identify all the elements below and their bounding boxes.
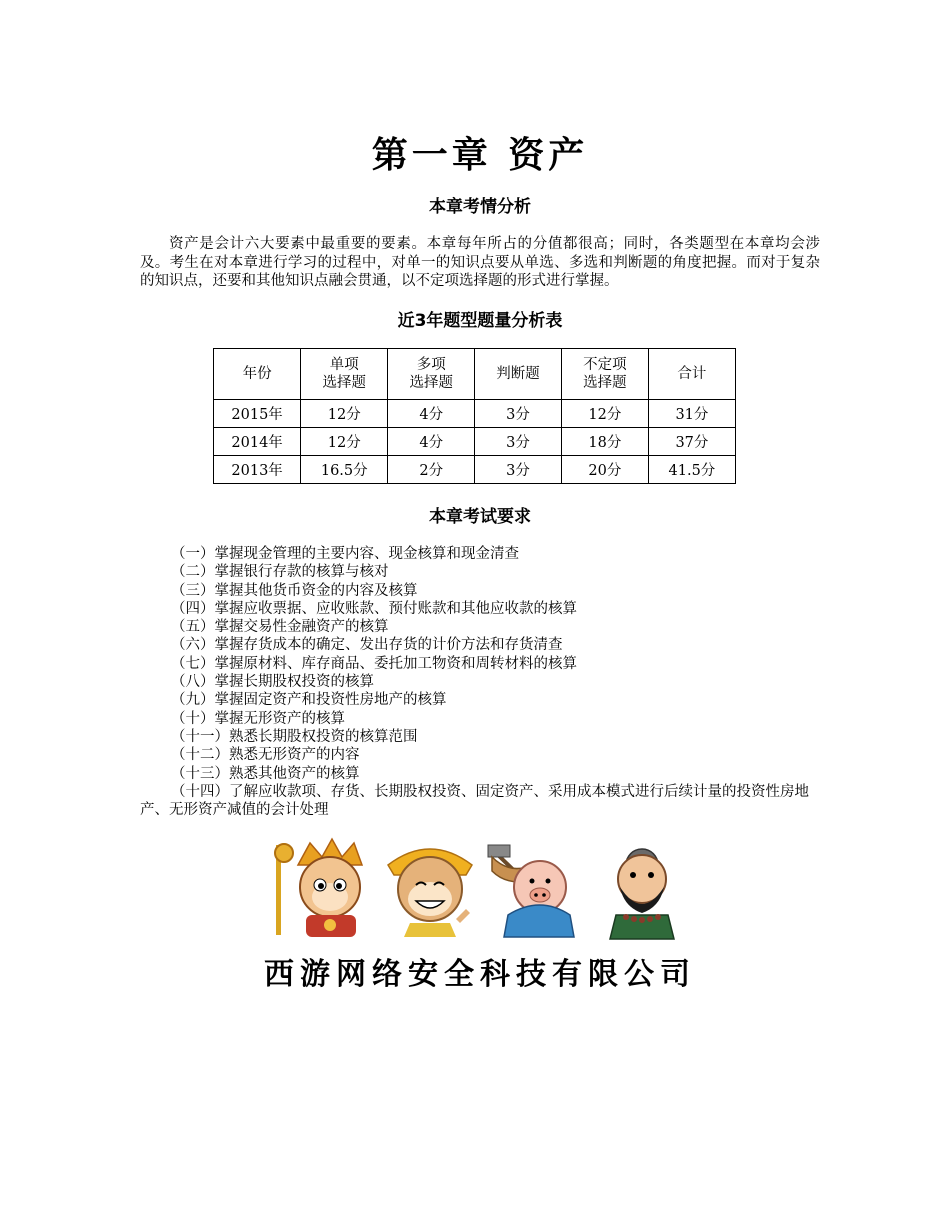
header-total: 合计 [648, 349, 735, 400]
table-cell: 41.5分 [648, 456, 735, 484]
list-item: （三）掌握其他货币资金的内容及核算 [171, 582, 418, 599]
table-cell: 16.5分 [301, 456, 388, 484]
header-indefinite-choice: 不定项 选择题 [561, 349, 648, 400]
table-cell: 2014年 [214, 428, 301, 456]
header-true-false: 判断题 [475, 349, 562, 400]
table-cell: 31分 [648, 400, 735, 428]
header-single-choice: 单项 选择题 [301, 349, 388, 400]
table-cell: 12分 [301, 400, 388, 428]
table-row [214, 456, 736, 484]
chapter-title: 第一章 资产 [371, 134, 589, 176]
list-item: （十四）了解应收款项、存货、长期股权投资、固定资产、采用成本模式进行后续计量的投资性房地产、无形资产减值的会计处理 [140, 783, 809, 819]
table-cell: 2015年 [214, 400, 301, 428]
list-item: （九）掌握固定资产和投资性房地产的核算 [171, 692, 447, 709]
list-item: （十一）熟悉长期股权投资的核算范围 [171, 728, 418, 745]
list-item: （四）掌握应收票据、应收账款、预付账款和其他应收款的核算 [171, 600, 577, 617]
table-row [214, 400, 736, 428]
table-row [214, 428, 736, 456]
table-header-row [214, 349, 736, 400]
table-cell: 37分 [648, 428, 735, 456]
mascot-illustration [270, 835, 690, 940]
list-item: （十）掌握无形资产的核算 [171, 710, 345, 727]
table-cell: 3分 [475, 400, 562, 428]
header-multiple-choice: 多项 选择题 [388, 349, 475, 400]
table-cell: 4分 [388, 400, 475, 428]
table-cell: 2013年 [214, 456, 301, 484]
list-item: （八）掌握长期股权投资的核算 [171, 674, 374, 691]
list-item: （五）掌握交易性金融资产的核算 [171, 619, 389, 636]
table-cell: 12分 [301, 428, 388, 456]
table-cell: 4分 [388, 428, 475, 456]
company-name: 西游网络安全科技有限公司 [264, 957, 696, 992]
monkey-king-staff-icon [275, 839, 362, 937]
table-cell: 3分 [475, 428, 562, 456]
table-heading: 近3年题型题量分析表 [397, 311, 563, 331]
list-item: （七）掌握原材料、库存商品、委托加工物资和周转材料的核算 [171, 655, 577, 672]
list-item: （六）掌握存货成本的确定、发出存货的计价方法和存货清查 [171, 637, 563, 654]
table-cell: 2分 [388, 456, 475, 484]
question-stats-table [213, 348, 736, 484]
list-item: （十二）熟悉无形资产的内容 [171, 747, 360, 764]
requirements-list [140, 545, 820, 819]
table-cell: 12分 [561, 400, 648, 428]
table-cell: 20分 [561, 456, 648, 484]
monkey-face-icon [388, 849, 472, 937]
requirements-heading: 本章考试要求 [429, 507, 531, 527]
analysis-heading: 本章考情分析 [429, 197, 531, 217]
pig-rake-icon [488, 845, 574, 937]
table-cell: 3分 [475, 456, 562, 484]
list-item: （二）掌握银行存款的核算与核对 [171, 564, 389, 581]
table-cell: 18分 [561, 428, 648, 456]
header-year: 年份 [214, 349, 301, 400]
analysis-paragraph: 资产是会计六大要素中最重要的要素。本章每年所占的分值都很高；同时，各类题型在本章均会涉及。考生在对本章进行学习的过程中，对单一的知识点要从单选、多选和判断题的角度把握。而对于复杂的知识点，还要和其他知识点融会贯通，以不定项选择题的形式进行掌握。 [140, 236, 820, 289]
list-item: （一）掌握现金管理的主要内容、现金核算和现金清查 [171, 546, 519, 562]
list-item: （十三）熟悉其他资产的核算 [171, 765, 360, 782]
monk-sha-icon [610, 849, 674, 939]
